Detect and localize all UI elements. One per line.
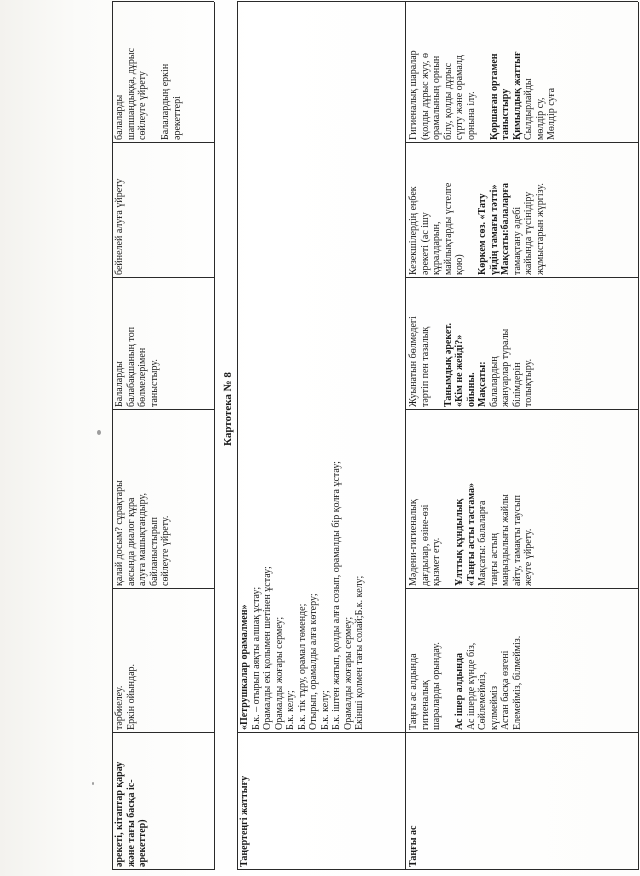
text-line: жануарлар туралы	[500, 328, 511, 407]
text-line: балаларды	[114, 94, 125, 140]
breakfast-col2	[408, 591, 636, 730]
text-line: Танымдық әрекет.	[442, 323, 454, 407]
exercise-line: Б.к. келу;	[319, 690, 331, 730]
morning-exercise-label: Таңертеңгі жаттығу	[239, 775, 250, 867]
text-line: «Таңғы асты тастама»	[465, 483, 477, 586]
top-col5-cell	[114, 145, 212, 275]
text-line: құралдарын,	[431, 221, 442, 275]
text-line: бөлмелерімен	[137, 347, 148, 407]
top-col1-cell	[114, 735, 212, 867]
table-rule	[112, 409, 214, 410]
text-line: «Кім не жейді?»	[454, 334, 465, 407]
exercise-line: Орамалды екі қолымен шетінен ұстау;	[262, 566, 273, 730]
text-line: жайында түсінідіру	[523, 191, 534, 275]
text-line: сөйлеуге үйрету	[137, 71, 148, 140]
table-rule	[214, 2, 215, 870]
exercise-line: Б.к. келу;	[285, 690, 296, 730]
table-rule	[112, 2, 113, 870]
text-line: жұмыстарын жүргізу.	[534, 183, 546, 275]
text-line: сөйлеуге үйрету.	[160, 515, 171, 586]
text-line: айту, тамақты таусып	[511, 494, 523, 586]
table-rule	[112, 142, 214, 143]
table-rule	[237, 732, 638, 733]
text-line: әрекеттер)	[137, 819, 148, 867]
text-line: Таңғы ас алдында	[408, 653, 419, 730]
text-line: шараларды орындау.	[431, 642, 442, 730]
card-title: Картотека № 8	[222, 372, 234, 446]
text-line: тәрбиелеу.	[114, 685, 125, 730]
text-line: үйдің тамағы тәтті»	[488, 184, 500, 275]
text-line: қызмет ету.	[431, 537, 442, 586]
table-rule	[237, 869, 638, 870]
table-rule	[405, 409, 638, 410]
text-line: маңыздылығы жайлы	[500, 494, 511, 586]
top-col2-cell	[114, 591, 212, 730]
breakfast-col4	[408, 280, 636, 407]
exercise-line: Б.к. – отырып аяқты алшақ ұстау;	[250, 586, 262, 730]
table-rule	[112, 869, 214, 870]
breakfast-label: Таңғы ас	[408, 825, 419, 867]
breakfast-col3	[408, 412, 636, 586]
text-line: Мөлдір суға	[546, 87, 557, 140]
text-line: майлықтарды үстелге	[442, 182, 454, 275]
text-line: қою)	[454, 254, 465, 275]
text-line	[477, 4, 489, 140]
text-line	[443, 412, 455, 586]
table-rule	[237, 1, 638, 2]
text-line: аясында диалог құра	[125, 497, 137, 586]
exercise-heading: «Петрушкалар орамалмен»	[239, 604, 250, 730]
text-line: Мақсаты:	[477, 361, 488, 407]
exercise-line: Екінші қолмен тағы солай;Б.к. келу;	[354, 575, 365, 730]
text-line: балалардың	[488, 356, 500, 407]
text-line	[466, 145, 478, 275]
text-line: гигиеналық	[419, 680, 431, 730]
text-line: дағдылар, өзіне-өзі	[419, 504, 431, 586]
text-line: күлмейміз	[488, 685, 500, 730]
text-line: балабақшаның топ	[125, 326, 137, 407]
text-line: Елемейміз, білмейміз.	[511, 635, 523, 730]
text-line	[431, 280, 443, 407]
table-rule	[405, 588, 638, 589]
exercise-line: Б.к. тік тұру, орамал төменде;	[296, 603, 308, 730]
text-line: қалай досым? сұрақтары	[114, 480, 125, 586]
text-line: Мәдени-гигиеналық	[408, 499, 419, 586]
text-line: Көркем сөз. «Тату	[477, 193, 488, 275]
text-line: Ұлттық құндылық	[454, 498, 465, 586]
text-line: таныстыру	[500, 88, 511, 140]
text-line: Сөйлемейміз,	[477, 671, 488, 730]
table-rule	[237, 2, 238, 870]
text-line: алуға машықтандыру,	[137, 493, 148, 586]
exercise-line: Б.к. іштен жатып, қолды алға созып, орамалды бір қолға ұстау;	[331, 461, 342, 730]
text-line: орамалының орнын	[431, 55, 442, 140]
text-line: Мақсаты: балаларға	[477, 500, 488, 586]
text-line	[149, 4, 161, 140]
morning-exercise-content	[239, 4, 403, 730]
text-line: байланыстырып	[148, 517, 160, 586]
exercise-line: Орамалды жоғары сермеу;	[273, 616, 285, 730]
text-line: таңғы астың	[488, 533, 500, 586]
text-line: сүрту және орамалд	[454, 55, 465, 140]
table-rule	[112, 732, 214, 733]
exercise-line: Отырып, орамалды алға көтеру;	[308, 593, 319, 730]
text-line: Еркін ойындар.	[125, 663, 137, 730]
text-line: білу, қолды дұрыс	[442, 62, 454, 140]
text-line: білімдерін	[511, 362, 523, 407]
text-line	[443, 591, 455, 730]
table-rule	[405, 2, 406, 870]
text-line: әрекеттері	[171, 96, 183, 140]
text-line: шапшаңдыққа, дұрыс	[125, 47, 137, 140]
text-line: Гигиеналық шаралар	[408, 50, 419, 140]
text-line: Астан басқа өзгені	[500, 650, 511, 730]
text-line: толықтыру.	[523, 358, 534, 407]
top-col6-cell	[114, 4, 212, 140]
table-rule	[405, 277, 638, 278]
text-line: Балалардың еркін	[160, 63, 171, 140]
text-line: Ас ішерде күнде біз,	[465, 642, 477, 730]
table-rule	[112, 588, 214, 589]
top-col4-cell	[114, 280, 212, 407]
text-line: мөлдір су,	[534, 97, 546, 140]
text-line: таныстыру.	[148, 359, 160, 407]
text-line: Қоршаған ортамен	[488, 53, 500, 140]
table-rule	[405, 142, 638, 143]
exercise-line: Орамалды жоғары сермеу;	[342, 616, 354, 730]
table-rule	[638, 2, 639, 870]
text-line: Сылдырлайды	[523, 78, 534, 140]
top-col3-cell	[114, 412, 212, 586]
text-line: тәртіп пен тазалық	[419, 326, 431, 407]
text-line: Балаларды	[114, 361, 125, 407]
text-line: әрекеті (ас ішу	[419, 212, 431, 275]
table-rule	[112, 1, 214, 2]
text-line: әрекеті, кітаптар қарау	[114, 761, 125, 867]
text-line: орнына ілу.	[465, 91, 477, 140]
breakfast-col6	[408, 4, 636, 140]
text-line: тамақтану әдебі	[511, 206, 523, 275]
text-line: Ас ішер алдында	[454, 652, 465, 730]
text-line: Мақсаты:балаларға	[500, 182, 511, 275]
text-line: және тағы басқа іс-	[125, 779, 137, 867]
text-line: ойыны.	[465, 372, 477, 407]
table-rule	[112, 277, 214, 278]
text-line: (қолды дұрыс жуу, ө	[419, 52, 431, 140]
text-line: жеуге үйрету.	[523, 528, 534, 586]
text-line: Кезекшілердің еңбек	[408, 186, 419, 275]
breakfast-col5	[408, 145, 636, 275]
text-line: Қимылдық жаттығ	[511, 51, 523, 140]
text-line: Жуынатын бөлмедегі	[408, 316, 419, 407]
text-line: бейнелей алуға үйрету	[114, 178, 125, 275]
